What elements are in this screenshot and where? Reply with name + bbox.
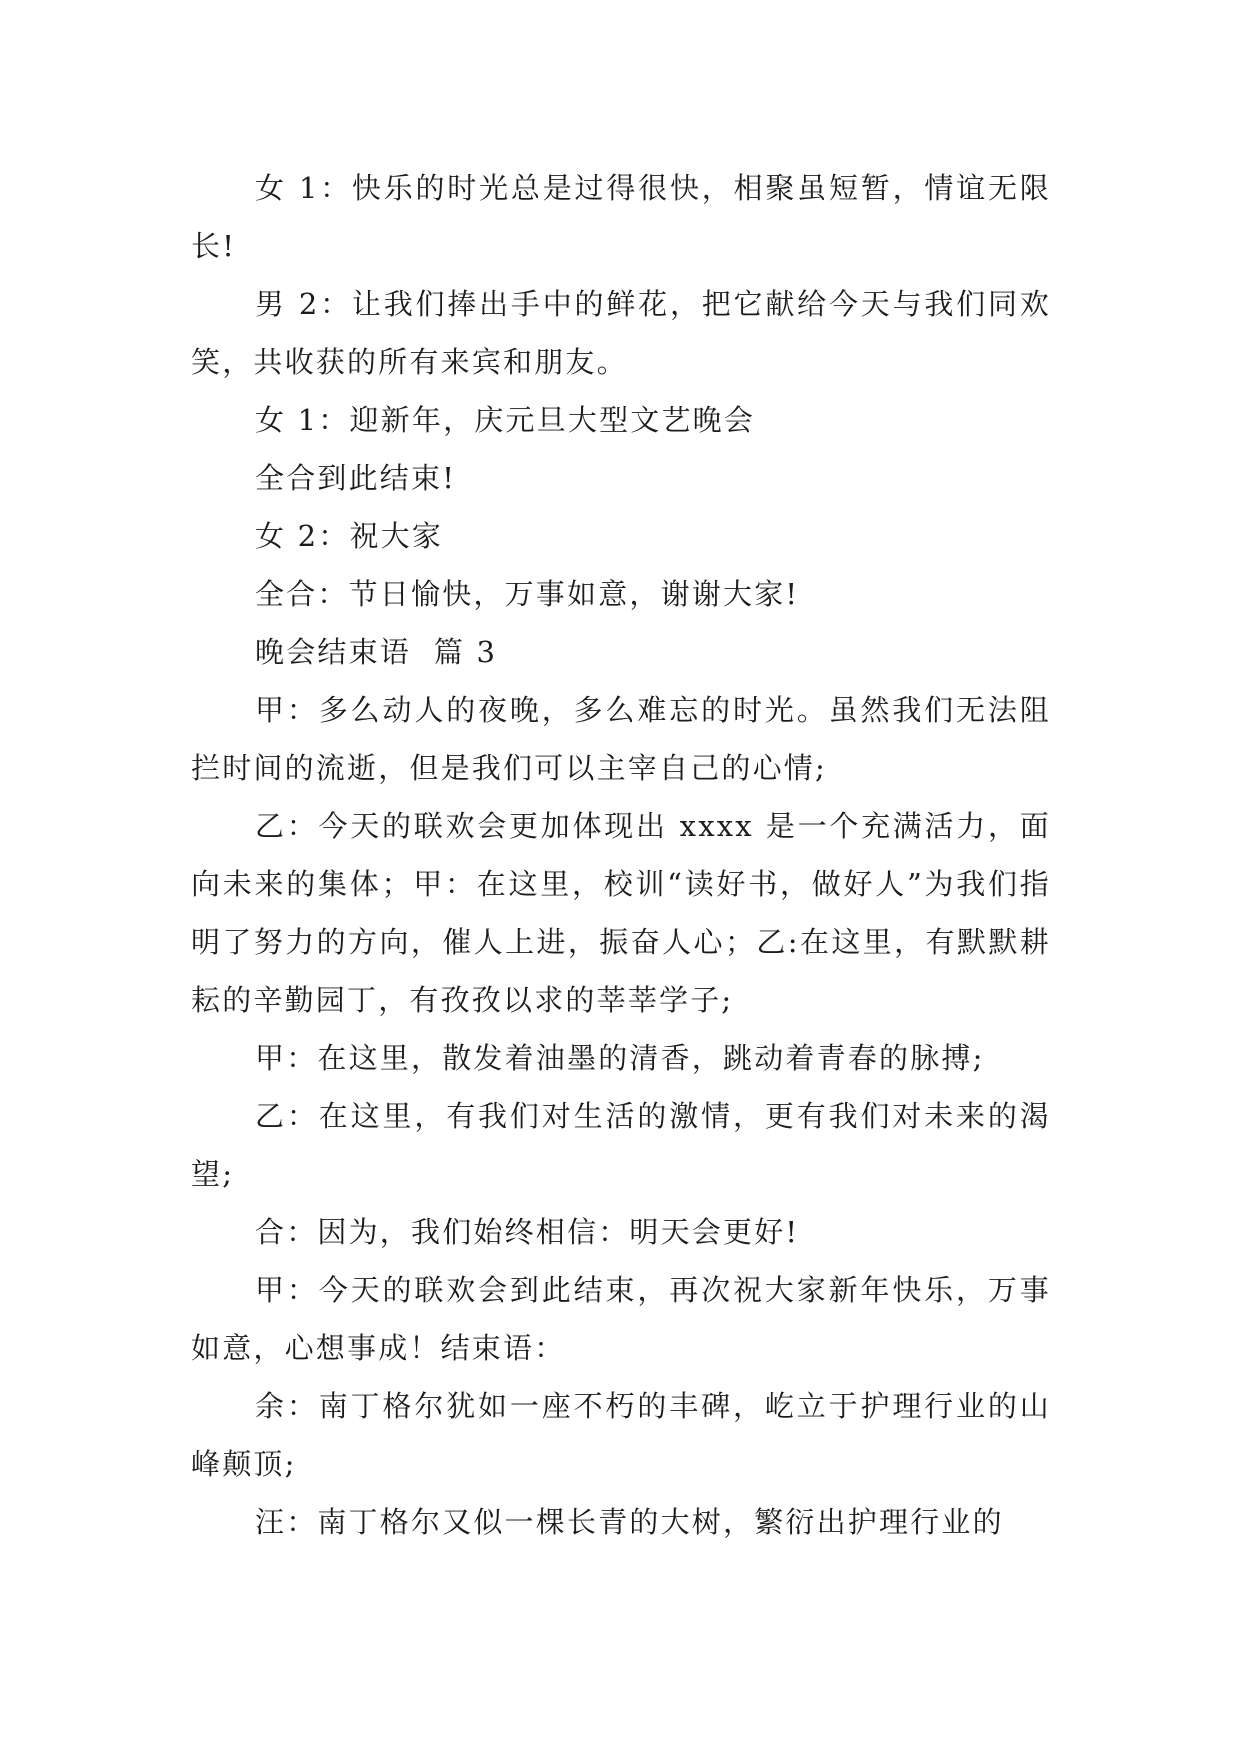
document-body xyxy=(191,159,1051,1551)
paragraph: 合：因为，我们始终相信：明天会更好! xyxy=(255,1215,800,1249)
paragraph: 甲：今天的联欢会到此结束，再次祝大家新年快乐，万事如意，心想事成！结束语： xyxy=(191,1273,1051,1365)
paragraph: 汪：南丁格尔又似一棵长青的大树，繁衍出护理行业的 xyxy=(255,1505,1004,1539)
section-heading: 晚会结束语 篇 3 xyxy=(255,635,498,669)
paragraph: 乙：在这里，有我们对生活的激情，更有我们对未来的渴望; xyxy=(191,1099,1051,1191)
paragraph: 女 1：迎新年，庆元旦大型文艺晚会 xyxy=(255,403,756,437)
paragraph: 甲：在这里，散发着油墨的清香，跳动着青春的脉搏; xyxy=(255,1041,985,1075)
paragraph: 男 2：让我们捧出手中的鲜花，把它献给今天与我们同欢笑，共收获的所有来宾和朋友。 xyxy=(191,287,1051,379)
paragraph: 女 1：快乐的时光总是过得很快，相聚虽短暂，情谊无限长! xyxy=(191,171,1051,263)
paragraph: 女 2：祝大家 xyxy=(255,519,444,553)
paragraph: 甲：多么动人的夜晚，多么难忘的时光。虽然我们无法阻拦时间的流逝，但是我们可以主宰自己的心情; xyxy=(191,693,1051,785)
paragraph: 全合到此结束! xyxy=(255,461,457,495)
paragraph: 乙：今天的联欢会更加体现出 xxxx 是一个充满活力，面向未来的集体；甲：在这里，校训“读好书，做好人”为我们指明了努力的方向，催人上进，振奋人心；乙:在这里，有默默耕耘的辛勤园丁，有孜孜以求的莘莘学子; xyxy=(191,809,1051,1017)
paragraph: 全合：节日愉快，万事如意，谢谢大家! xyxy=(255,577,800,611)
paragraph: 余：南丁格尔犹如一座不朽的丰碑，屹立于护理行业的山峰颠顶; xyxy=(191,1389,1051,1481)
